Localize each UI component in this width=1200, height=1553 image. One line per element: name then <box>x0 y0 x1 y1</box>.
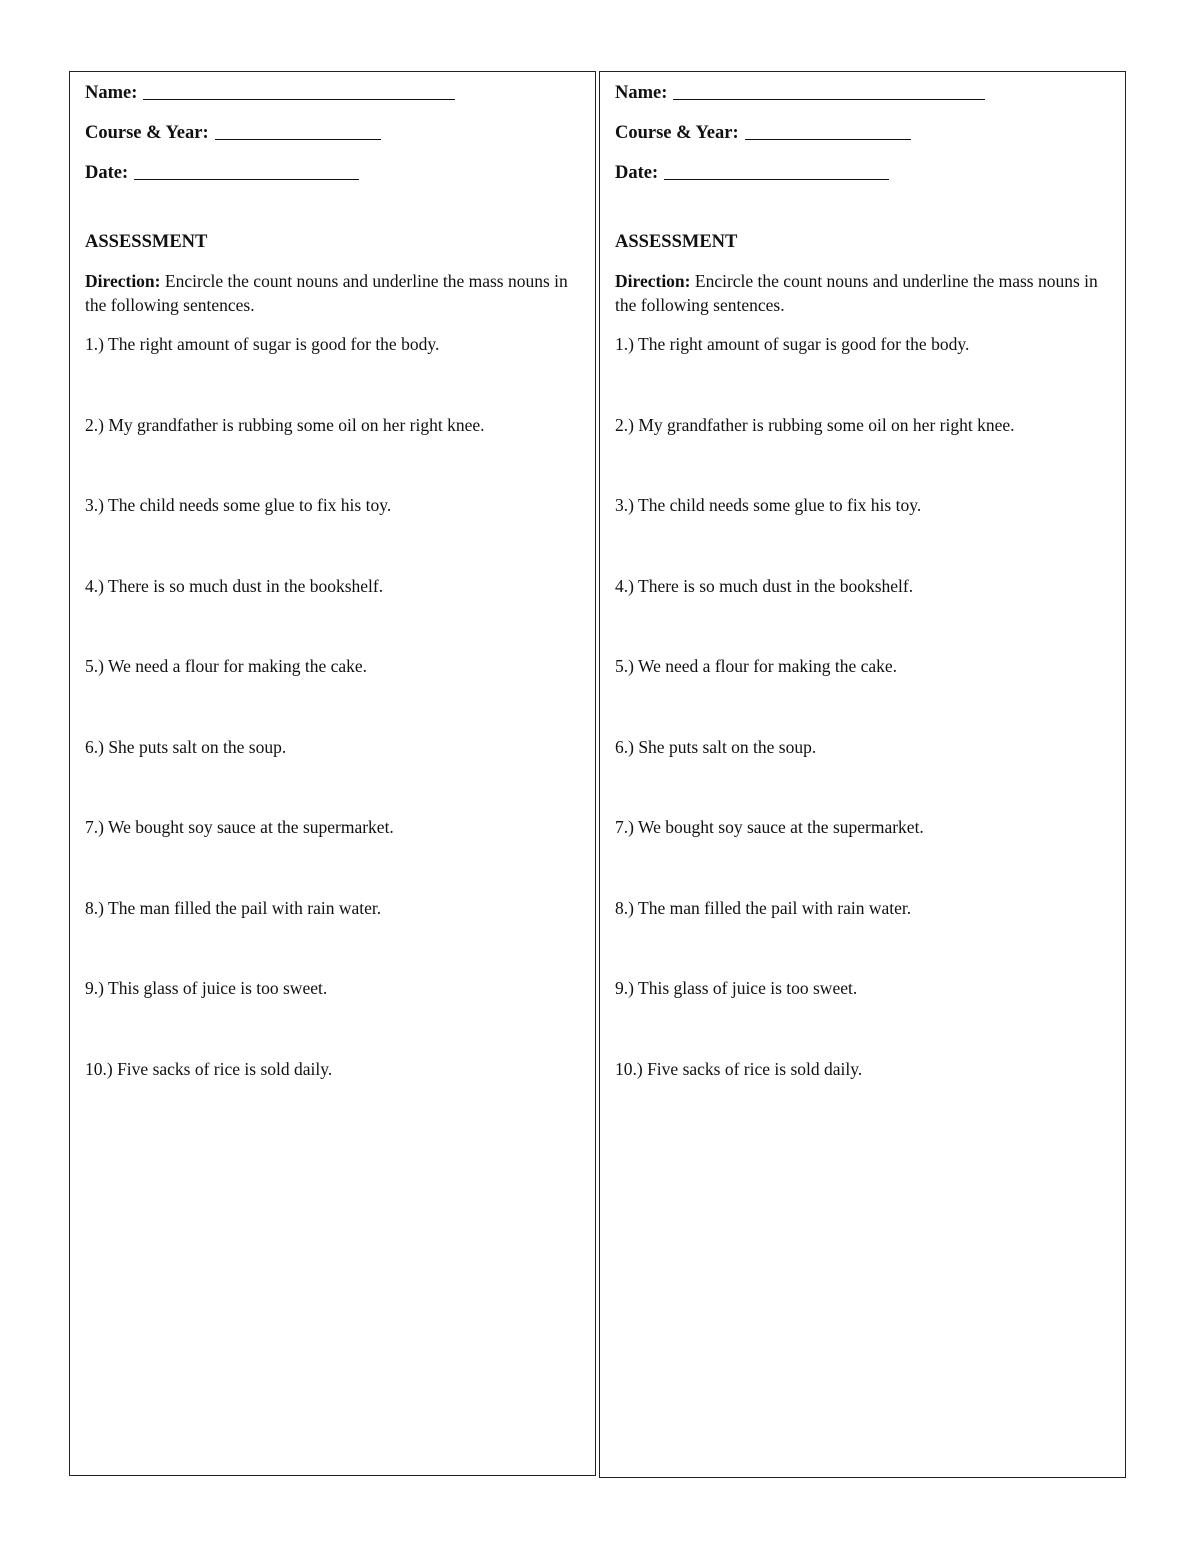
date-field <box>615 159 1105 199</box>
item-7: 7.) We bought soy sauce at the supermarket. <box>85 817 394 837</box>
item-7: 7.) We bought soy sauce at the supermarket. <box>615 817 924 837</box>
name-field <box>615 79 1105 119</box>
course-year-field <box>615 119 1105 159</box>
item-6: 6.) She puts salt on the soup. <box>615 736 817 757</box>
course-year-blank-line <box>745 121 911 140</box>
item-5: 5.) We need a flour for making the cake. <box>85 656 368 676</box>
direction-paragraph <box>85 269 575 317</box>
item-2: 2.) My grandfather is rubbing some oil on her right knee. <box>85 414 485 435</box>
direction-text: Encircle the count nouns and underline the mass nouns in the following sentences. <box>85 271 568 315</box>
item-10: 10.) Five sacks of rice is sold daily. <box>615 1058 863 1079</box>
assessment-heading: ASSESSMENT <box>615 232 738 252</box>
name-blank-line <box>673 81 985 100</box>
item-3: 3.) The child needs some glue to fix his toy. <box>85 495 392 515</box>
item-8: 8.) The man filled the pail with rain water. <box>85 897 382 918</box>
course-year-field <box>85 119 575 159</box>
name-label: Name: <box>615 83 668 103</box>
date-blank-line <box>664 161 889 180</box>
item-4: 4.) There is so much dust in the bookshelf. <box>615 575 914 596</box>
date-label: Date: <box>615 163 659 183</box>
name-field <box>85 79 575 119</box>
date-label: Date: <box>85 163 129 183</box>
course-year-label: Course & Year: <box>85 123 209 143</box>
worksheet-right <box>599 71 1126 1478</box>
name-label: Name: <box>85 83 138 103</box>
item-1: 1.) The right amount of sugar is good for the body. <box>615 334 970 354</box>
item-3: 3.) The child needs some glue to fix his toy. <box>615 495 922 515</box>
item-5: 5.) We need a flour for making the cake. <box>615 656 898 676</box>
course-year-label: Course & Year: <box>615 123 739 143</box>
direction-paragraph <box>615 269 1105 317</box>
item-6: 6.) She puts salt on the soup. <box>85 736 287 757</box>
date-field <box>85 159 575 199</box>
item-10: 10.) Five sacks of rice is sold daily. <box>85 1058 333 1079</box>
direction-label: Direction: <box>615 271 691 291</box>
item-8: 8.) The man filled the pail with rain water. <box>615 897 912 918</box>
course-year-blank-line <box>215 121 381 140</box>
item-9: 9.) This glass of juice is too sweet. <box>615 978 858 998</box>
direction-text: Encircle the count nouns and underline the mass nouns in the following sentences. <box>615 271 1098 315</box>
date-blank-line <box>134 161 359 180</box>
worksheet-left <box>69 71 596 1476</box>
direction-label: Direction: <box>85 271 161 291</box>
assessment-heading: ASSESSMENT <box>85 232 208 252</box>
item-2: 2.) My grandfather is rubbing some oil on her right knee. <box>615 414 1015 435</box>
item-9: 9.) This glass of juice is too sweet. <box>85 978 328 998</box>
item-4: 4.) There is so much dust in the bookshelf. <box>85 575 384 596</box>
worksheet-content <box>85 79 575 1137</box>
item-1: 1.) The right amount of sugar is good for the body. <box>85 334 440 354</box>
name-blank-line <box>143 81 455 100</box>
worksheet-content <box>615 79 1105 1137</box>
